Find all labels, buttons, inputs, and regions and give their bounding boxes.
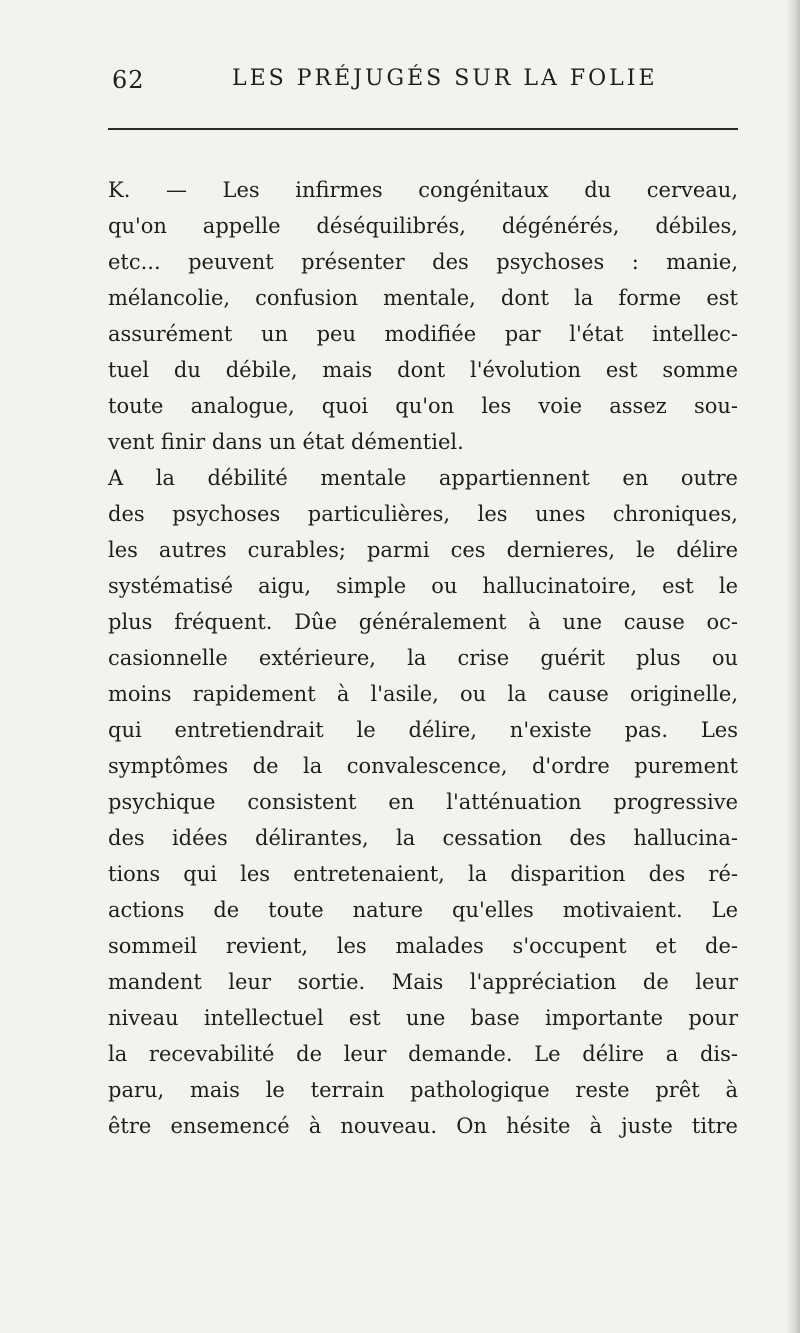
text-line: K. — Les infirmes congénitaux du cerveau, xyxy=(108,178,738,202)
text-line: des psychoses particulières, les unes chroniques, xyxy=(108,502,738,526)
running-title: LES PRÉJUGÉS SUR LA FOLIE xyxy=(232,66,658,91)
page-header xyxy=(112,66,737,100)
text-line: qu'on appelle déséquilibrés, dégénérés, débiles, xyxy=(108,214,738,238)
text-line: tuel du débile, mais dont l'évolution est somme xyxy=(108,358,738,382)
text-line: la recevabilité de leur demande. Le délire a dis- xyxy=(108,1042,738,1066)
text-line: paru, mais le terrain pathologique reste prêt à xyxy=(108,1078,738,1102)
text-line: sommeil revient, les malades s'occupent et de- xyxy=(108,934,738,958)
text-line: casionnelle extérieure, la crise guérit plus ou xyxy=(108,646,738,670)
page-edge-shadow xyxy=(786,0,800,1333)
text-line: systématisé aigu, simple ou hallucinatoire, est le xyxy=(108,574,738,598)
text-line: niveau intellectuel est une base importante pour xyxy=(108,1006,738,1030)
text-line: assurément un peu modifiée par l'état intellec- xyxy=(108,322,738,346)
text-line: moins rapidement à l'asile, ou la cause originelle, xyxy=(108,682,738,706)
text-line: des idées délirantes, la cessation des hallucina- xyxy=(108,826,738,850)
text-line: être ensemencé à nouveau. On hésite à juste titre xyxy=(108,1114,738,1138)
text-line: etc... peuvent présenter des psychoses : manie, xyxy=(108,250,738,274)
text-line: symptômes de la convalescence, d'ordre purement xyxy=(108,754,738,778)
text-line: tions qui les entretenaient, la disparition des ré- xyxy=(108,862,738,886)
text-line: qui entretiendrait le délire, n'existe pas. Les xyxy=(108,718,738,742)
text-line: actions de toute nature qu'elles motivaient. Le xyxy=(108,898,738,922)
header-rule xyxy=(108,128,738,130)
body-text xyxy=(108,172,738,1144)
text-line: toute analogue, quoi qu'on les voie assez sou- xyxy=(108,394,738,418)
text-line: psychique consistent en l'atténuation progressive xyxy=(108,790,738,814)
text-line: mélancolie, confusion mentale, dont la forme est xyxy=(108,286,738,310)
text-line: mandent leur sortie. Mais l'appréciation de leur xyxy=(108,970,738,994)
text-line: plus fréquent. Dûe généralement à une cause oc- xyxy=(108,610,738,634)
text-line: vent finir dans un état démentiel. xyxy=(108,430,464,454)
text-line: A la débilité mentale appartiennent en outre xyxy=(108,466,738,490)
page-number: 62 xyxy=(112,66,145,94)
text-line: les autres curables; parmi ces dernieres, le délire xyxy=(108,538,738,562)
